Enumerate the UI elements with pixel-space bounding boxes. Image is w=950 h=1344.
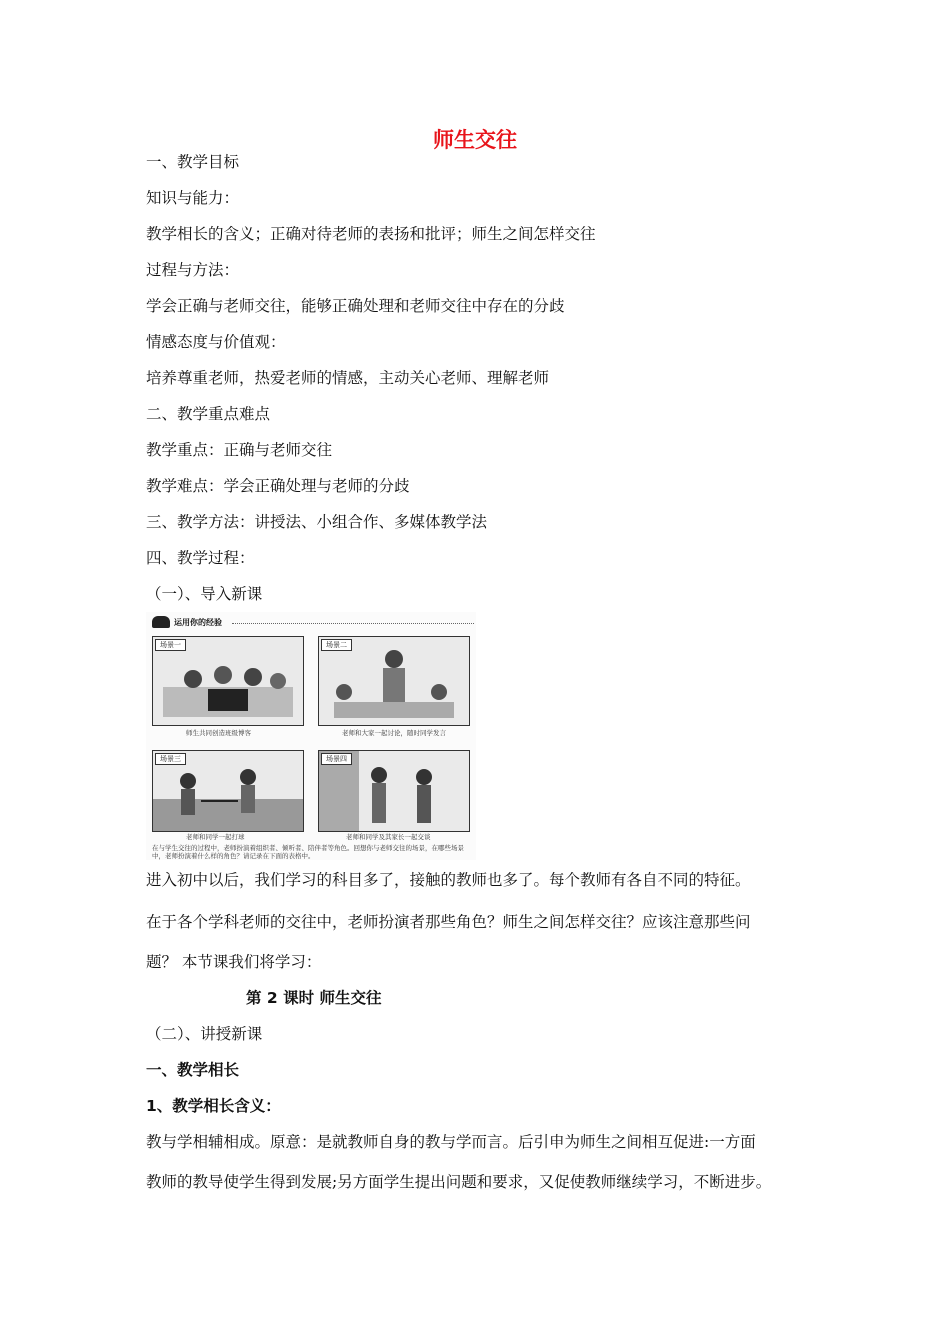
paragraph-line: 进入初中以后，我们学习的科目多了，接触的教师也多了。每个教师有各自不同的特征。: [146, 871, 751, 889]
section-heading-objectives: 一、教学目标: [146, 153, 240, 171]
subsection-heading-bold: 1、教学相长含义：: [146, 1097, 281, 1115]
subsection-heading: （一）、导入新课: [146, 585, 263, 603]
text-line: 学会正确与老师交往，能够正确处理和老师交往中存在的分歧: [146, 297, 565, 315]
paragraph-line: 在于各个学科老师的交往中，老师扮演者那些角色？师生之间怎样交往？应该注意那些问: [146, 913, 751, 931]
text-line: 培养尊重老师，热爱老师的情感，主动关心老师、理解老师: [146, 369, 550, 387]
text-line: 过程与方法：: [146, 261, 240, 279]
scene-tag: 场景二: [321, 639, 352, 651]
scene-caption: 师生共同创造班级博客: [186, 729, 251, 737]
paragraph-line: 教师的教导使学生得到发展;另方面学生提出问题和要求，又促使教师继续学习，不断进步。: [146, 1173, 772, 1191]
text-line: 教学重点：正确与老师交往: [146, 441, 333, 459]
paragraph-line: 教与学相辅相成。原意：是就教师自身的教与学而言。后引申为师生之间相互促进:一方面: [146, 1133, 756, 1151]
scene-panel-3: [152, 750, 304, 832]
scene-caption: 老师和同学一起打球: [186, 833, 245, 841]
lesson-heading: 第 2 课时 师生交往: [246, 989, 382, 1007]
figure-header-label: 运用你的经验: [174, 618, 222, 627]
subsection-heading: （二）、讲授新课: [146, 1025, 263, 1043]
dotted-divider: [232, 623, 474, 624]
section-heading-process: 四、教学过程：: [146, 549, 255, 567]
text-line: 教学难点：学会正确处理与老师的分歧: [146, 477, 410, 495]
figure-header: [152, 616, 474, 630]
section-heading-bold: 一、教学相长: [146, 1061, 240, 1079]
scene-panel-4: [318, 750, 470, 832]
scene-caption: 老师和同学及其家长一起交谈: [346, 833, 431, 841]
scene-caption: 老师和大家一起讨论，随时同学发言: [342, 729, 446, 737]
scenes-illustration: [146, 612, 476, 860]
text-line: 知识与能力：: [146, 189, 240, 207]
figure-logo-icon: [152, 616, 170, 628]
scene-tag: 场景四: [321, 753, 352, 765]
scene-panel-1: [152, 636, 304, 726]
section-heading-methods: 三、教学方法：讲授法、小组合作、多媒体教学法: [146, 513, 488, 531]
scene-tag: 场景一: [155, 639, 186, 651]
scene-tag: 场景三: [155, 753, 186, 765]
document-title: 师生交往: [433, 128, 517, 152]
text-line: 情感态度与价值观：: [146, 333, 286, 351]
scene-panel-2: [318, 636, 470, 726]
paragraph-line: 题？ 本节课我们将学习：: [146, 953, 322, 971]
text-line: 教学相长的含义；正确对待老师的表扬和批评；师生之间怎样交往: [146, 225, 596, 243]
section-heading-keypoints: 二、教学重点难点: [146, 405, 271, 423]
figure-footnote: 在与学生交往的过程中，老师扮演着组织者、倾听者、陪伴者等角色。回想你与老师交往的场景，在哪些场景中，老师扮演着什么样的角色？请记录在下面的表格中。: [152, 844, 464, 860]
